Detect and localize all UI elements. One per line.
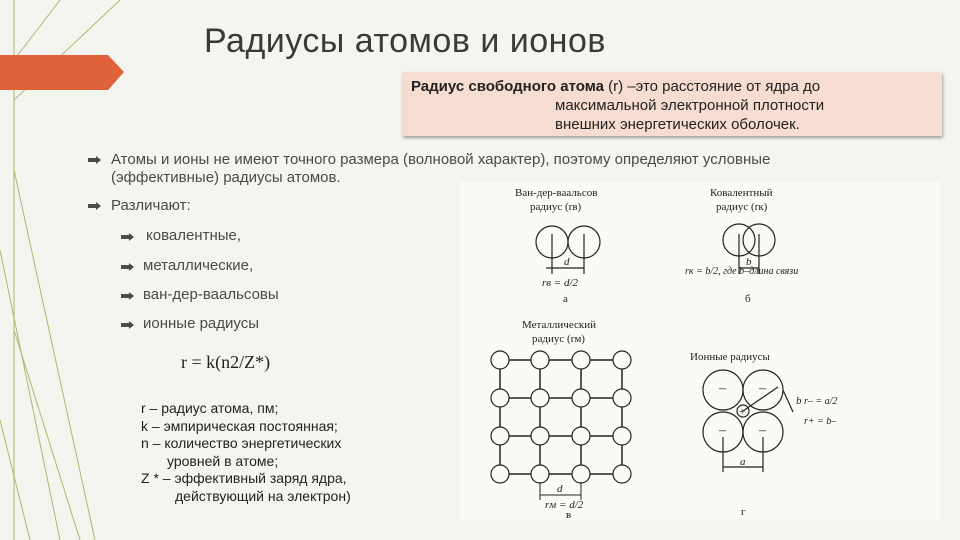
ion-minus: – xyxy=(759,381,766,396)
sub-bullet-arrow-icon xyxy=(121,233,134,241)
ion-minus: – xyxy=(719,381,726,396)
cov-dim-b: b xyxy=(746,256,752,268)
legend-line: действующий на электрон) xyxy=(175,487,351,504)
cov-formula: rк = b/2, где b–длина связи xyxy=(685,266,799,277)
vdw-dim-d: d xyxy=(564,256,570,268)
sub-bullet-covalent: ковалентные, xyxy=(146,227,242,244)
definition-line-3: внешних энергетических оболочек. xyxy=(555,116,800,133)
ion-formula-1: r– = a/2 xyxy=(804,396,838,407)
ion-dim-a: a xyxy=(740,456,746,468)
sub-bullet-metallic: металлические, xyxy=(143,257,254,274)
ion-dim-b: b xyxy=(796,395,802,407)
ion-formula-2: r+ = b– xyxy=(804,416,837,427)
bullet-2: Различают: xyxy=(111,197,191,214)
formula-legend xyxy=(141,400,351,505)
ion-title: Ионные радиусы xyxy=(690,351,770,363)
sub-bullet-arrow-icon xyxy=(121,321,134,329)
page-title: Радиусы атомов и ионов xyxy=(204,22,606,60)
radius-formula: r = k(n2/Z*) xyxy=(181,352,271,372)
vdw-title-1: Ван-дер-ваальсов xyxy=(515,187,598,199)
decorative-lines xyxy=(0,0,130,540)
legend-line: n – количество энергетических xyxy=(141,435,342,451)
definition-rest: (r) –это расстояние от ядра до xyxy=(603,78,821,95)
bullet-1-line-1: Атомы и ионы не имеют точного размера (волновой характер), поэтому определяют условные xyxy=(111,151,771,168)
legend-line: уровней в атоме; xyxy=(167,452,279,469)
radii-figure xyxy=(460,182,940,520)
cov-title-2: радиус (rк) xyxy=(716,201,768,213)
vdw-formula: rв = d/2 xyxy=(542,277,579,289)
vdw-letter: а xyxy=(563,293,568,305)
ion-minus: – xyxy=(719,423,726,438)
definition-term: Радиус свободного атома xyxy=(411,78,604,95)
legend-line: k – эмпирическая постоянная; xyxy=(141,417,338,434)
met-dim-d: d xyxy=(557,483,563,495)
sub-bullet-vdw: ван-дер-ваальсовы xyxy=(143,286,279,303)
ion-minus: – xyxy=(759,423,766,438)
bullet-1-line-2: (эффективные) радиусы атомов. xyxy=(111,169,341,186)
sub-bullet-arrow-icon xyxy=(121,292,134,300)
cov-letter: б xyxy=(745,293,751,305)
sub-bullet-ionic: ионные радиусы xyxy=(143,315,260,332)
legend-line: Z * – эффективный заряд ядра, xyxy=(141,470,347,486)
met-letter: в xyxy=(566,509,572,520)
cov-title-1: Ковалентный xyxy=(710,187,773,199)
definition-line-2: максимальной электронной плотности xyxy=(555,97,825,114)
orange-tab xyxy=(0,55,124,90)
definition-line-1 xyxy=(411,78,820,95)
vdw-title-2: радиус (rв) xyxy=(530,201,582,213)
definition-box xyxy=(402,72,942,136)
met-title-1: Металлический xyxy=(522,319,596,331)
legend-line: r – радиус атома, пм; xyxy=(141,400,279,416)
sub-bullet-arrow-icon xyxy=(121,263,134,271)
ion-plus: + xyxy=(739,406,746,418)
bullet-arrow-icon xyxy=(88,156,101,164)
met-title-2: радиус (rм) xyxy=(532,333,585,345)
ion-letter: г xyxy=(741,506,746,518)
met-formula: rм = d/2 xyxy=(545,499,584,511)
bullet-arrow-icon xyxy=(88,202,101,210)
